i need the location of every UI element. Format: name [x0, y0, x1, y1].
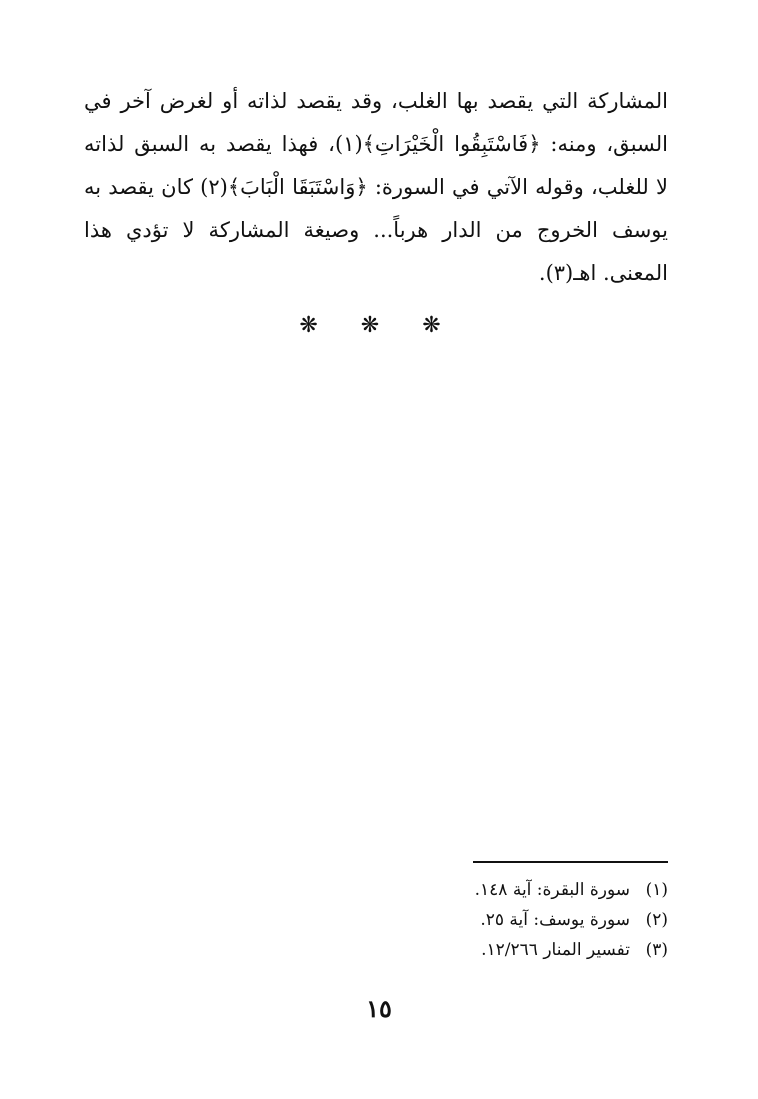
text-line-5: المعنى. اهـ(٣). — [538, 261, 668, 285]
page-number: ١٥ — [366, 994, 392, 1023]
footnote-rule — [473, 861, 668, 863]
main-text — [84, 80, 668, 295]
text-line-1: المشاركة التي يقصد بها الغلب، وقد يقصد لذاته أو لغرض آخر في — [84, 89, 668, 113]
footnote-number: (١) — [645, 880, 668, 900]
footnote-number: (٢) — [645, 910, 668, 930]
footnote-3 — [300, 935, 668, 965]
footnote-1 — [300, 875, 668, 905]
footnote-text: سورة يوسف: آية ٢٥. — [480, 910, 630, 930]
footnote-text: سورة البقرة: آية ١٤٨. — [474, 880, 630, 900]
text-line-3: لا للغلب، وقوله الآتي في السورة: ﴿وَاسْتَبَقَا الْبَابَ﴾(٢) كان يقصد به — [84, 175, 668, 199]
section-separator: ❋ ❋ ❋ — [299, 313, 459, 338]
footnotes — [300, 875, 668, 965]
text-line-2: السبق، ومنه: ﴿فَاسْتَبِقُوا الْخَيْرَاتِ﴾(١)، فهذا يقصد به السبق لذاته — [84, 132, 668, 156]
footnote-number: (٣) — [645, 940, 668, 960]
footnote-2 — [300, 905, 668, 935]
footnote-text: تفسير المنار ١٢/٢٦٦. — [481, 940, 630, 960]
text-line-4: يوسف الخروج من الدار هرباً... وصيغة المشاركة لا تؤدي هذا — [84, 218, 668, 242]
